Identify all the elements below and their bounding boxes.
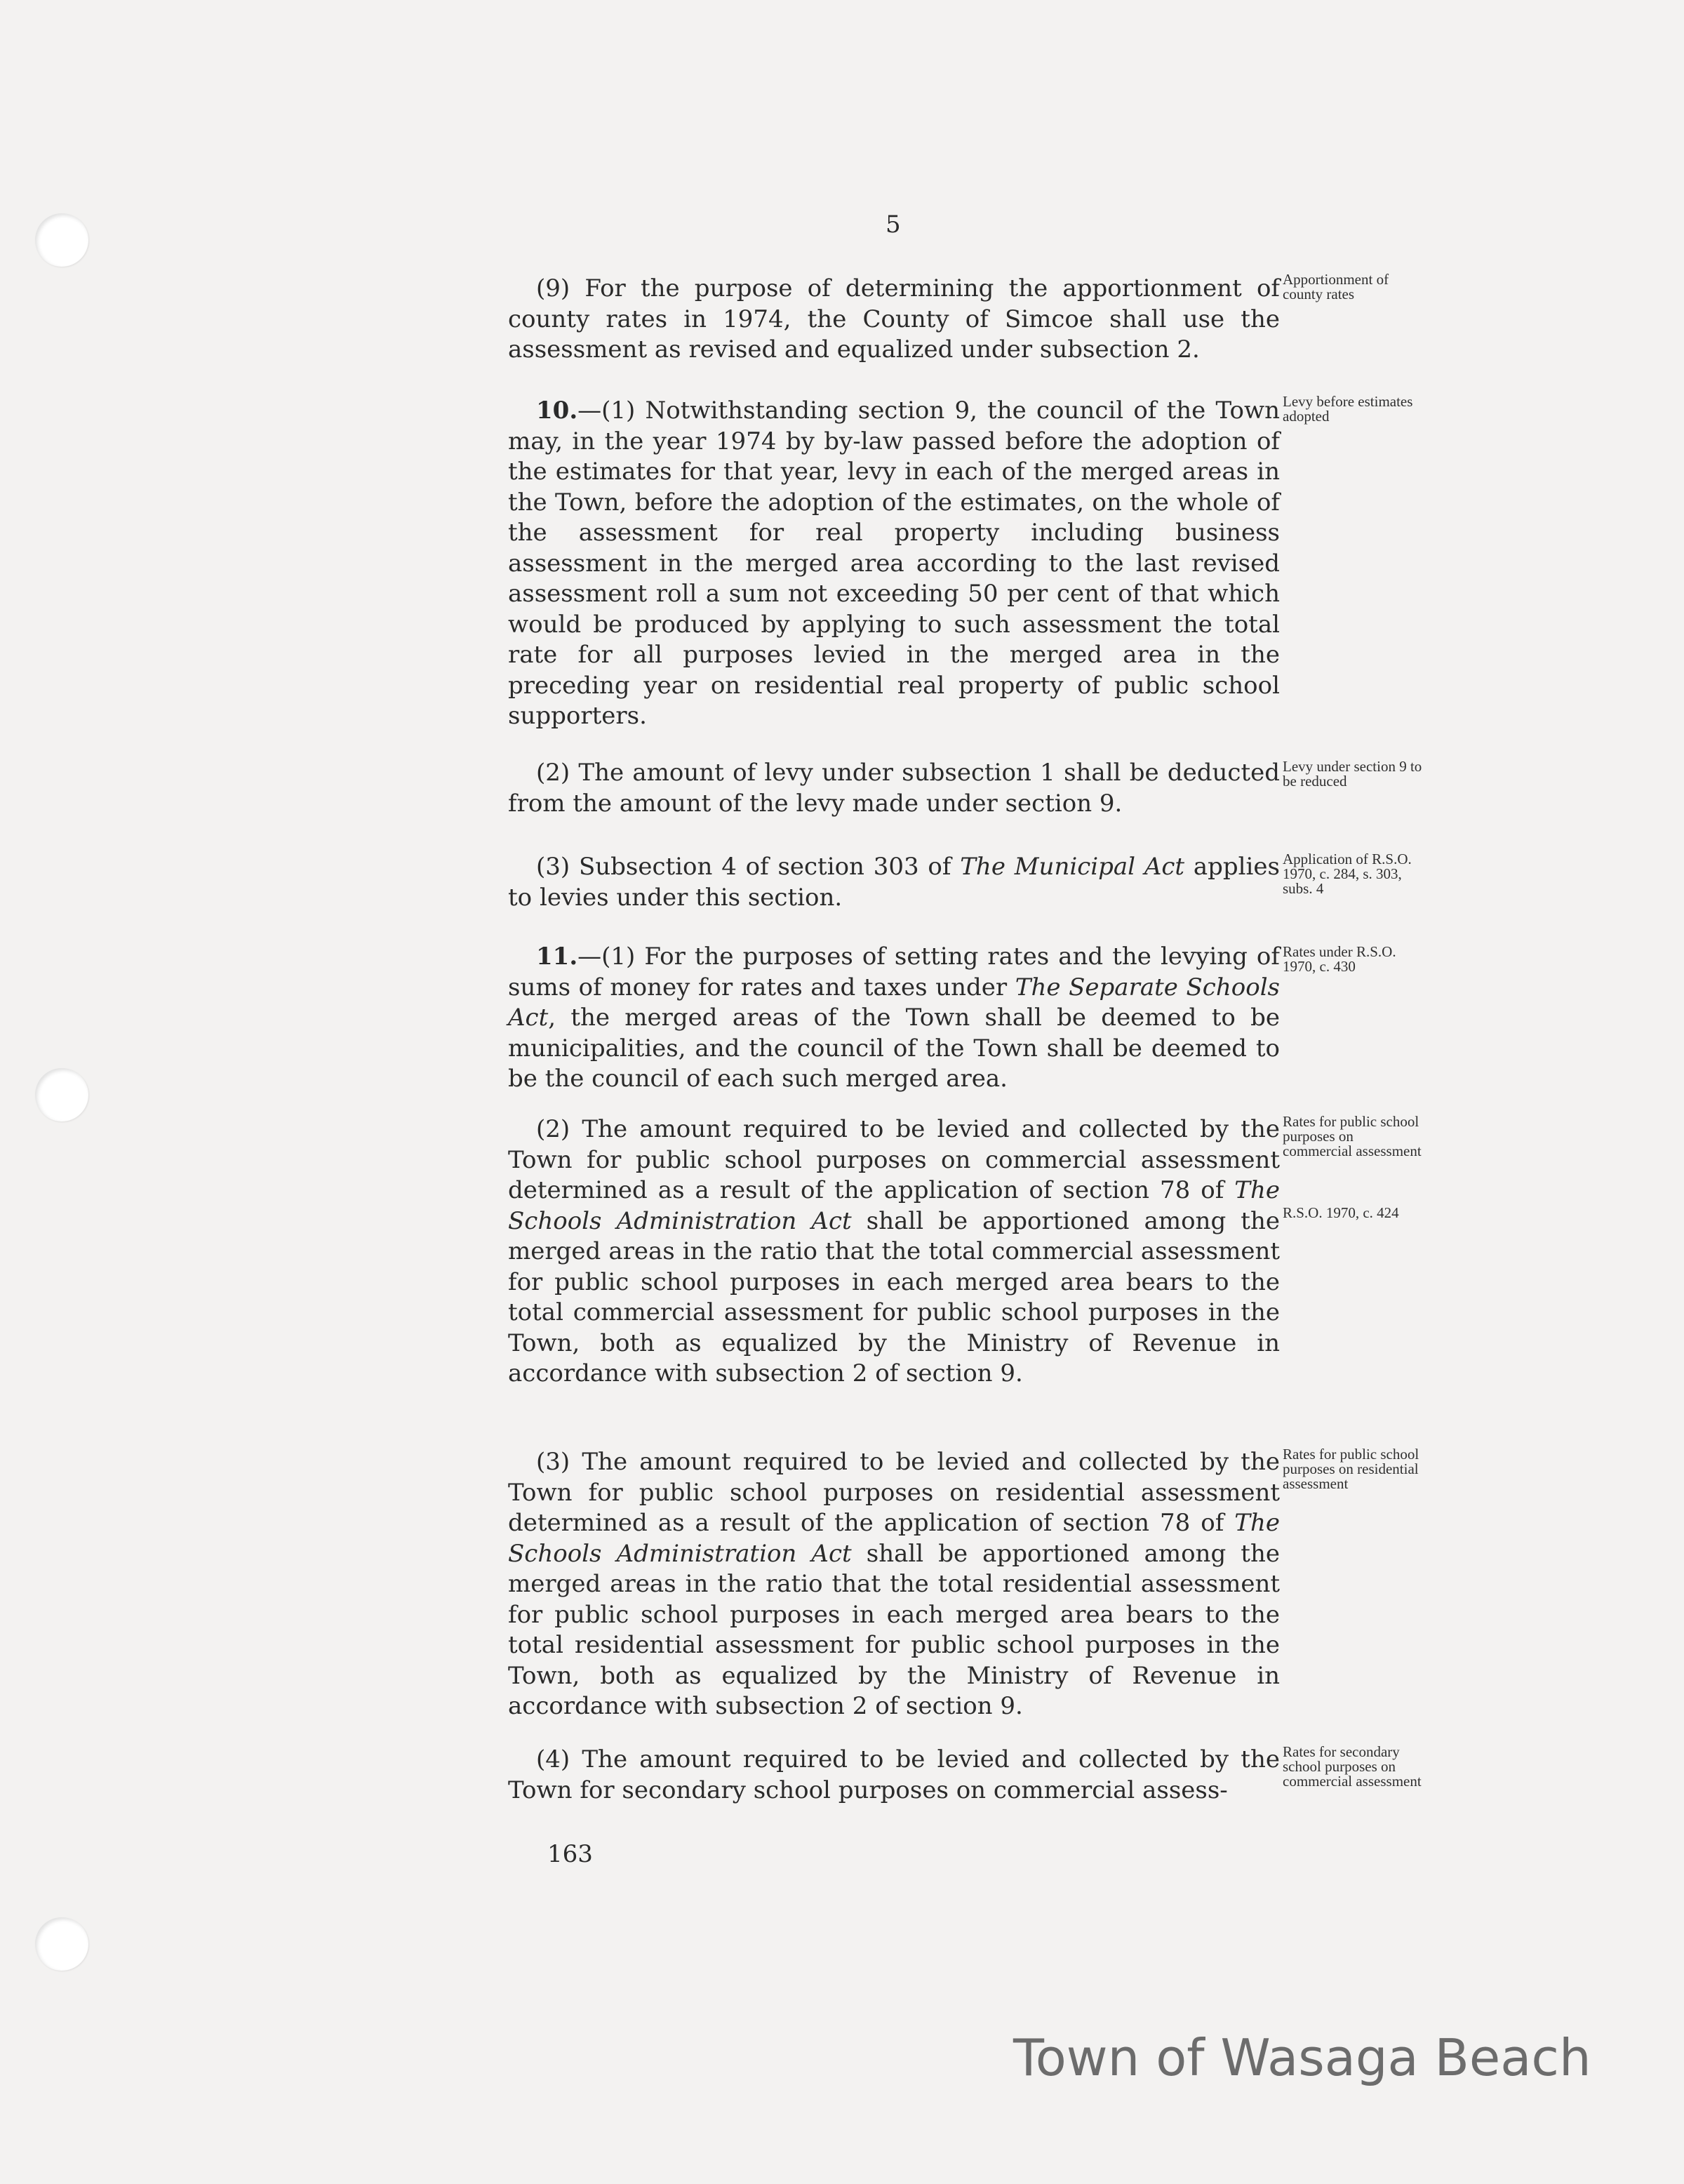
margin-note-public-school-commercial: Rates for public school purposes on commercial assessment [1283,1113,1422,1159]
paragraph-text: (2) The amount of levy under subsection 1 shall be deducted from the amount of the levy made under section 9. [508,759,1280,818]
margin-note-public-school-residential: Rates for public school purposes on residential assessment [1283,1446,1419,1492]
paragraph-text: (9) For the purpose of determining the apportionment of county rates in 1974, the County of Simcoe shall use the assessment as revised and equalized under subsection 2. [508,274,1280,364]
margin-note-secondary-school-commercial: Rates for secondary school purposes on commercial assessment [1283,1743,1422,1790]
section-11-subsection-2 [508,1114,1280,1390]
section-11-subsection-3 [508,1447,1280,1722]
act-title: The Municipal Act [960,853,1185,881]
paragraph-text: shall be apportioned among the merged areas in the ratio that the total commercial assessment for public school purposes in each merged area bears to the total commercial assessment for public school purposes in the Town, both as equalized by the Ministry of Revenue in accordance with subsection 2 of section 9. [508,1206,1280,1387]
paragraph-text: applies to levies under this section. [508,853,1280,912]
margin-note-rates-under-c430: Rates under R.S.O. 1970, c. 430 [1283,943,1396,975]
section-10-subsection-2 [508,758,1280,819]
watermark-text: Town of Wasaga Beach [1013,2028,1591,2087]
margin-note-levy-before-estimates: Levy before estimates adopted [1283,393,1413,425]
section-number: 10. [536,397,578,425]
act-title: The Schools Administration Act [508,1509,1280,1568]
paragraph-text: , the merged areas of the Town shall be deemed to be municipalities, and the council of the Town shall be deemed to be the council of each such merged area. [508,1004,1280,1093]
footer-page-number: 163 [547,1840,593,1868]
margin-note-rso-c424: R.S.O. 1970, c. 424 [1283,1204,1399,1221]
margin-note-application: Application of R.S.O. 1970, c. 284, s. 303, subs. 4 [1283,851,1412,897]
section-10-subsection-1 [508,396,1280,732]
paragraph-text: —(1) For the purposes of setting rates and the levying of sums of money for rates and taxes under [508,943,1280,1001]
page-number: 5 [886,211,902,239]
act-title: The Schools Administration Act [508,1176,1280,1235]
binder-hole-top [35,213,88,267]
paragraph-9 [508,274,1280,366]
binder-hole-bottom [35,1917,88,1971]
paragraph-text: —(1) Notwithstanding section 9, the council of the Town may, in the year 1974 by by-law passed before the adoption of the estimates for that year, levy in each of the merged areas in the Town, before the adoption of the estimates, on the whole of the assessment for real property including business assessment in the merged area according to the last revised assessment roll a sum not exceeding 50 per cent of that which would be produced by applying to such assessment the total rate for all purposes levied in the merged area in the preceding year on residential real property of public school supporters. [508,397,1280,730]
margin-note-apportionment: Apportionment of county rates [1283,271,1389,302]
section-number: 11. [536,943,578,971]
paragraph-text: (2) The amount required to be levied and collected by the Town for public school purposes on commercial assessment determined as a result of the application of section 78 of [508,1115,1280,1204]
paragraph-text: (3) The amount required to be levied and collected by the Town for public school purposes on residential assessment determined as a result of the application of section 78 of [508,1448,1280,1537]
paragraph-text: (3) Subsection 4 of section 303 of [536,853,961,881]
binder-hole-middle [35,1068,88,1121]
section-10-subsection-3 [508,852,1280,913]
paragraph-text: (4) The amount required to be levied and collected by the Town for secondary school purposes on commercial assess- [508,1745,1280,1804]
section-11-subsection-1 [508,942,1280,1095]
paragraph-text: shall be apportioned among the merged areas in the ratio that the total residential assessment for public school purposes in each merged area bears to the total residential assessment for public school purposes in the Town, both as equalized by the Ministry of Revenue in accordance with subsection 2 of section 9. [508,1539,1280,1720]
margin-note-levy-reduced: Levy under section 9 to be reduced [1283,758,1422,790]
act-title: The Separate Schools Act [508,973,1281,1032]
section-11-subsection-4 [508,1745,1280,1806]
